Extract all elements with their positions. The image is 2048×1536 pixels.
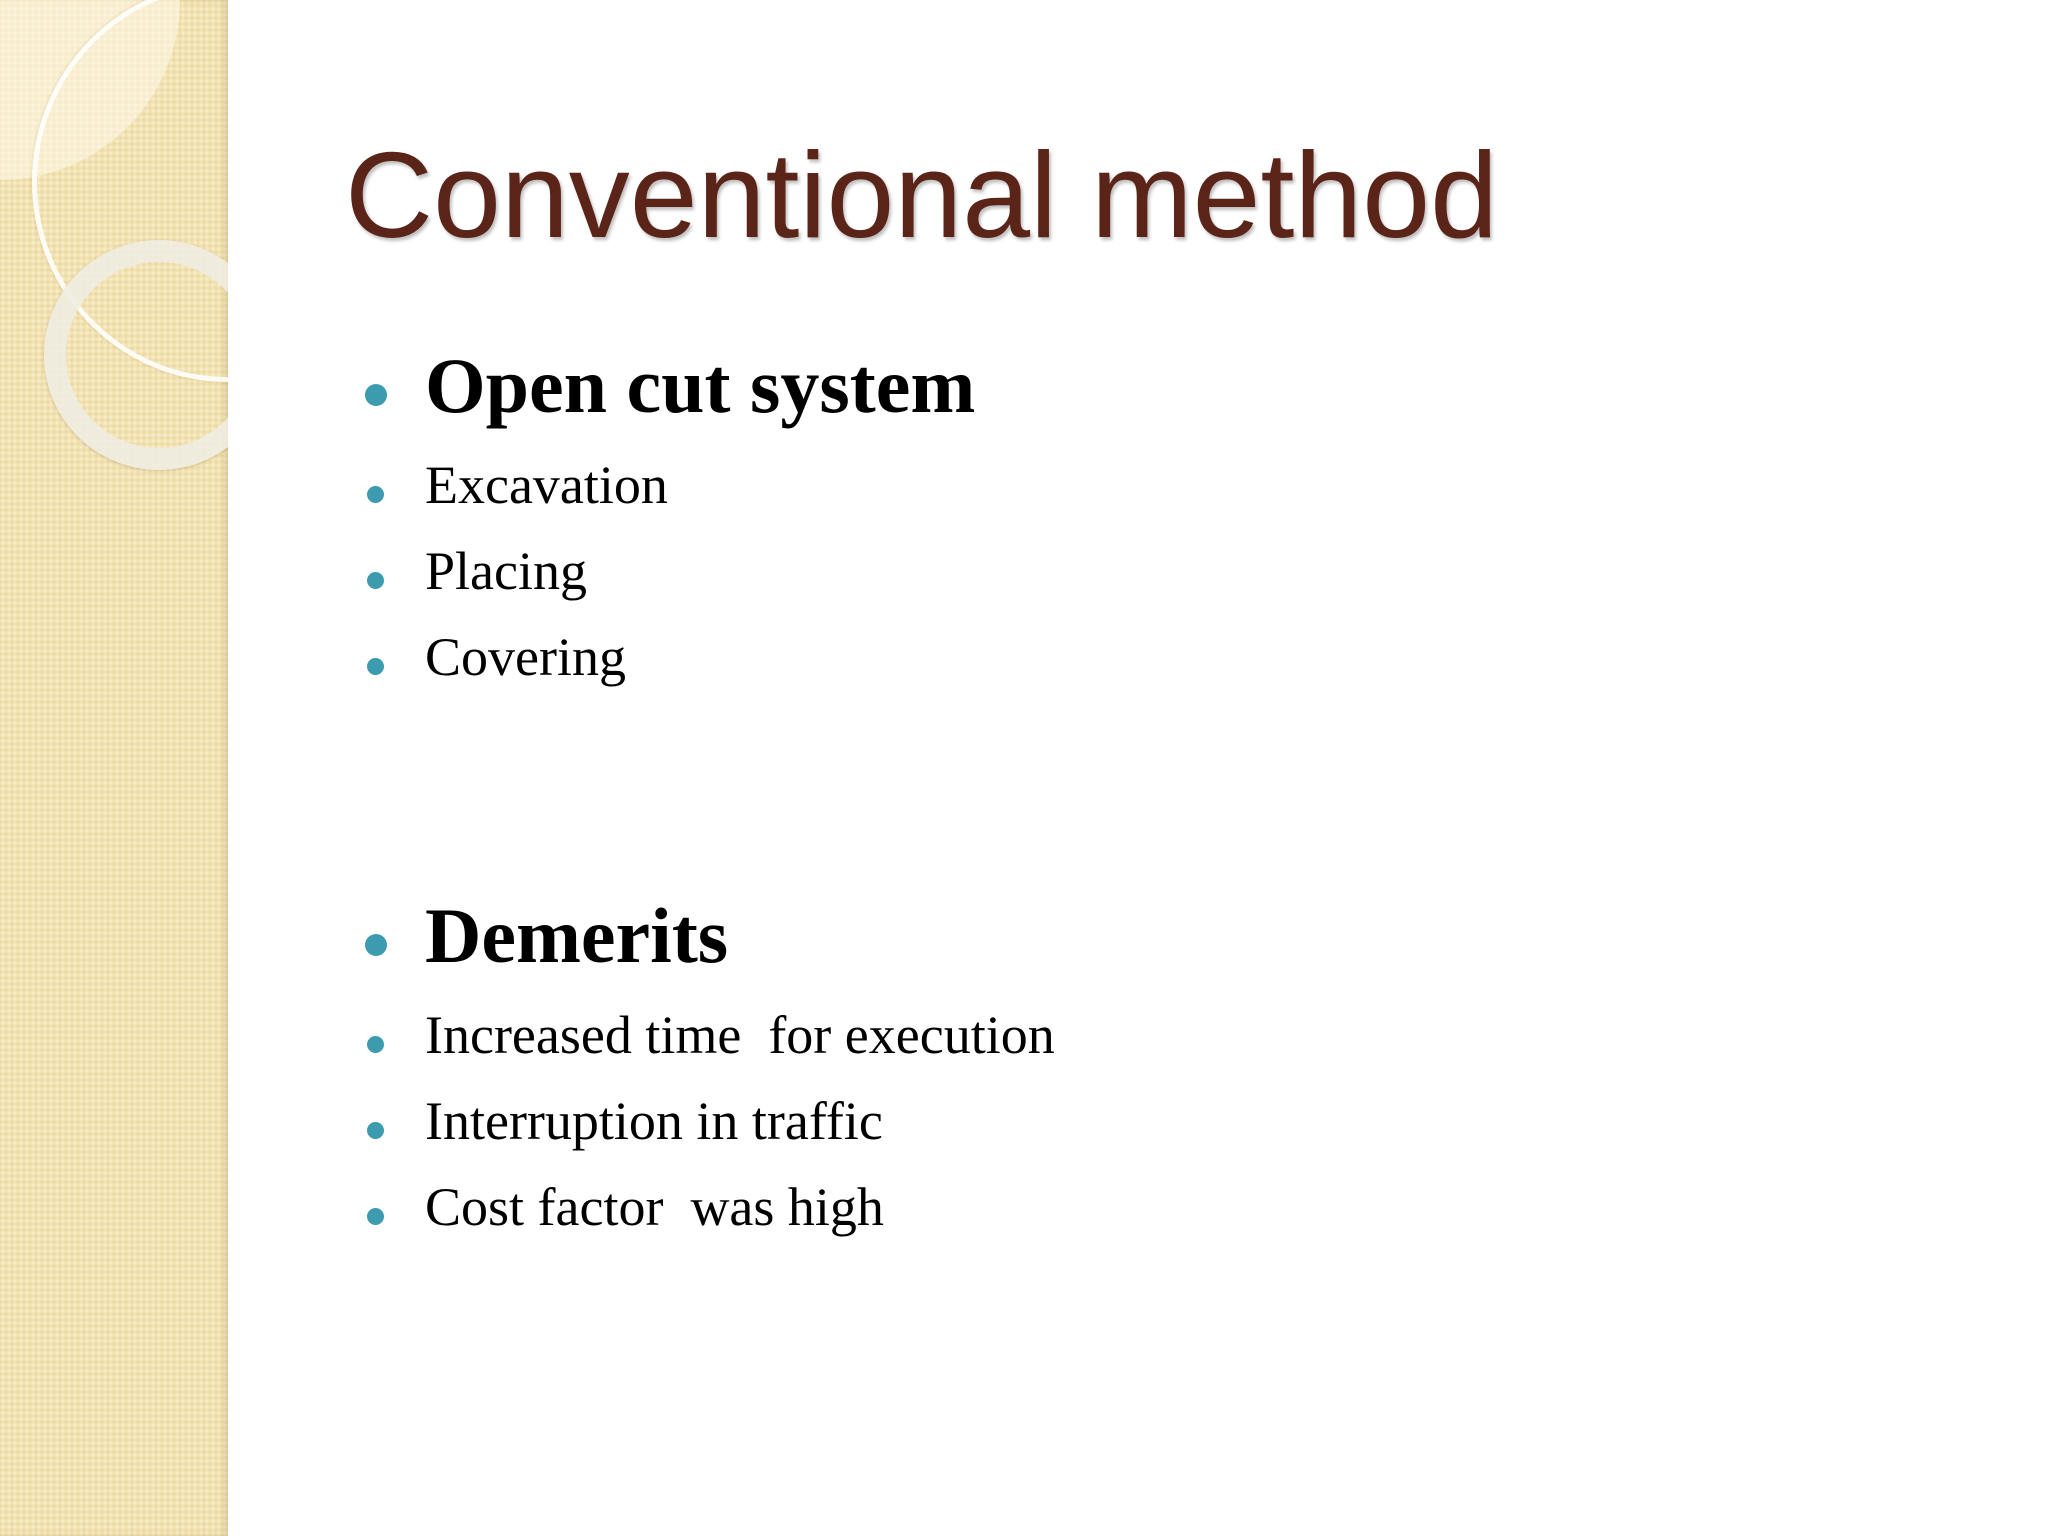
bullet-dot-icon	[365, 384, 387, 406]
bullet-heading-text: Demerits	[425, 892, 729, 979]
bullet-item-text: Cost factor was high	[425, 1177, 884, 1237]
bullet-dot-icon	[365, 934, 387, 956]
bullet-dot-icon	[367, 1208, 384, 1225]
slide-title: Conventional method	[345, 127, 1498, 263]
bullet-dot-icon	[367, 486, 384, 503]
bullet-dot-icon	[367, 658, 384, 675]
bullet-dot-icon	[367, 1122, 384, 1139]
bullet-item-text: Placing	[425, 541, 587, 601]
bullet-item-text: Excavation	[425, 455, 668, 515]
decorative-rings	[0, 0, 228, 1536]
bullet-item-text: Increased time for execution	[425, 1005, 1055, 1065]
bullet-item-text: Covering	[425, 627, 626, 687]
bullet-dot-icon	[367, 572, 384, 589]
bullet-dot-icon	[367, 1036, 384, 1053]
bullet-heading-text: Open cut system	[425, 342, 976, 429]
bullet-item-text: Interruption in traffic	[425, 1091, 883, 1151]
